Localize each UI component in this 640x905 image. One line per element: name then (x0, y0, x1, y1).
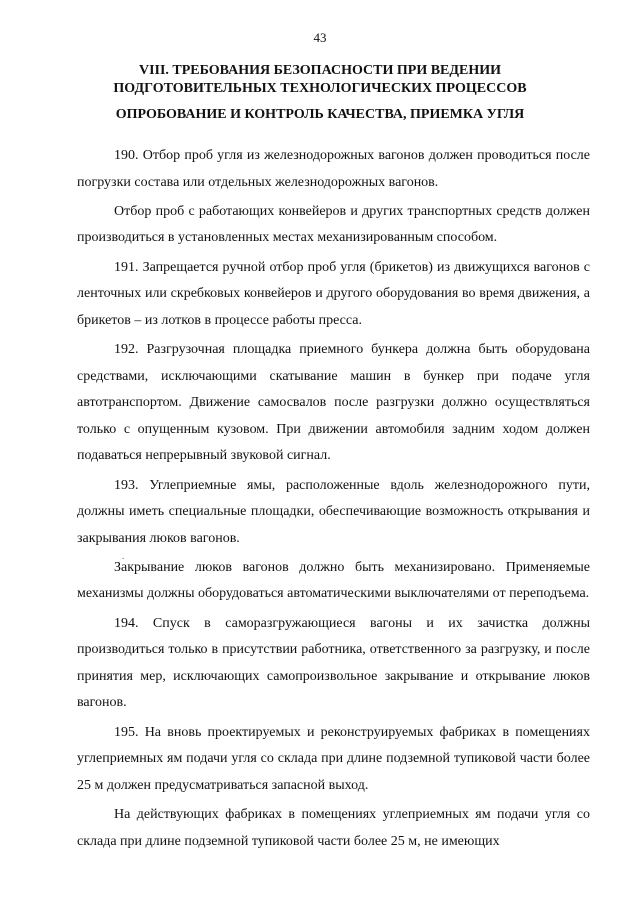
paragraph-190-cont: Отбор проб с работающих конвейеров и других транспортных средств должен производиться в установленных местах механизированным способом. (77, 203, 590, 246)
paragraph-194: 194. Спуск в саморазгружающиеся вагоны и их зачистка должны производиться только в присутствии работника, ответственного за разгрузку, и после принятия мер, исключающих самопроизвольное закрывание и открывание люков вагонов. (77, 615, 590, 711)
paragraph-191: 191. Запрещается ручной отбор проб угля (брикетов) из движущихся вагонов с ленточных или скребковых конвейеров и другого оборудования во время движения, а брикетов – из лотков в процессе работы пресса. (77, 259, 590, 328)
chapter-heading: VIII. ТРЕБОВАНИЯ БЕЗОПАСНОСТИ ПРИ ВЕДЕНИИ ПОДГОТОВИТЕЛЬНЫХ ТЕХНОЛОГИЧЕСКИХ ПРОЦЕССОВ (113, 63, 527, 96)
stray-mark: . (122, 551, 125, 561)
section-heading: ОПРОБОВАНИЕ И КОНТРОЛЬ КАЧЕСТВА, ПРИЕМКА УГЛЯ (115, 107, 525, 122)
paragraph-195-cont: На действующих фабриках в помещениях углеприемных ям подачи угля со склада при длине подземной тупиковой части более 25 м, не имеющих (77, 807, 590, 849)
page-number: 43 (313, 30, 327, 45)
paragraph-193-cont: Закрывание люков вагонов должно быть механизировано. Применяемые механизмы должны оборудоваться автоматическими выключателями от переподъема. (77, 559, 590, 602)
paragraph-190: 190. Отбор проб угля из железнодорожных вагонов должен проводиться после погрузки состава или отдельных железнодорожных вагонов. (77, 148, 590, 190)
paragraph-192: 192. Разгрузочная площадка приемного бункера должна быть оборудована средствами, исключающими скатывание машин в бункер при подаче угля автотранспортом. Движение самосвалов после разгрузки должно осуществляться только с опущенным кузовом. При движении автомобиля задним ходом должен подаваться непрерывный звуковой сигнал. (77, 341, 590, 464)
body-text (77, 143, 590, 858)
paragraph-193: 193. Углеприемные ямы, расположенные вдоль железнодорожного пути, должны иметь специальные площадки, обеспечивающие возможность открывания и закрывания люков вагонов. (77, 477, 590, 546)
paragraph-195: 195. На вновь проектируемых и реконструируемых фабриках в помещениях углеприемных ям подачи угля со склада при длине подземной тупиковой части более 25 м должен предусматриваться запасной выход. (77, 724, 590, 793)
